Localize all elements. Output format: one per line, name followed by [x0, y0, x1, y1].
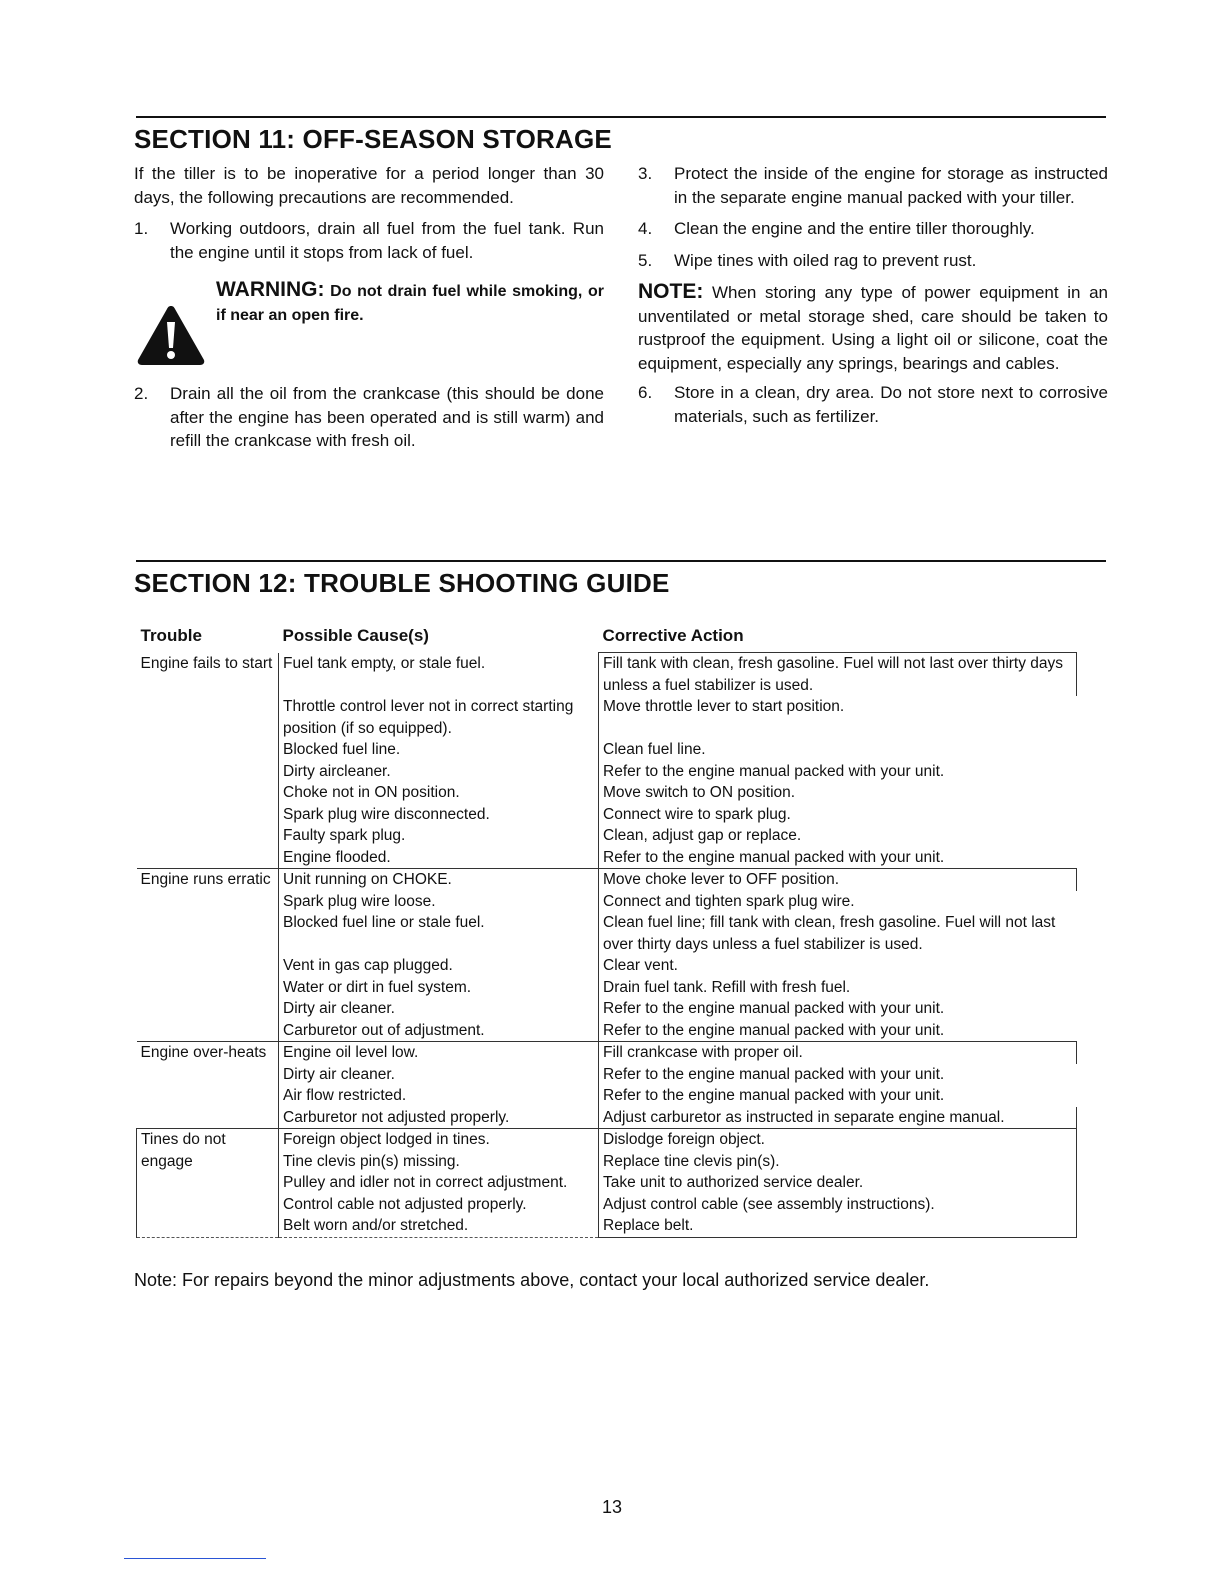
- step-text: Store in a clean, dry area. Do not store next to corrosive materials, such as fertilizer.: [674, 383, 1108, 426]
- possible-cause: Carburetor out of adjustment.: [279, 1020, 599, 1042]
- troubleshooting-table: [136, 618, 1077, 1238]
- possible-cause: Foreign object lodged in tines.: [279, 1129, 599, 1151]
- possible-cause: Unit running on CHOKE.: [279, 869, 599, 891]
- possible-cause: Blocked fuel line.: [279, 739, 599, 761]
- corrective-action: Move throttle lever to start position.: [599, 696, 1077, 739]
- section11-title: SECTION 11: OFF-SEASON STORAGE: [134, 124, 612, 154]
- corrective-action: Refer to the engine manual packed with your unit.: [599, 761, 1077, 783]
- corrective-action: Connect and tighten spark plug wire.: [599, 891, 1077, 913]
- possible-cause: Throttle control lever not in correct starting position (if so equipped).: [279, 696, 599, 739]
- header-possible-causes: Possible Cause(s): [282, 626, 429, 645]
- step-number: 2.: [134, 384, 149, 403]
- note-text: When storing any type of power equipment in an unventilated or metal storage shed, care should be taken to rustproof the equipment. Using a light oil or silicone, coat the equipment, especially any springs, bearings and cables.: [638, 283, 1108, 373]
- warning-text-block: [216, 278, 604, 328]
- possible-cause: Pulley and idler not in correct adjustment.: [279, 1172, 599, 1194]
- possible-cause: Water or dirt in fuel system.: [279, 977, 599, 999]
- possible-cause: Dirty air cleaner.: [279, 1064, 599, 1086]
- corrective-action: Clean fuel line; fill tank with clean, fresh gasoline. Fuel will not last over thirty days unless a fuel stabilizer is used.: [599, 912, 1077, 955]
- section11-top-rule: [136, 116, 1106, 118]
- bottom-divider: [124, 1558, 266, 1559]
- possible-cause: Dirty air cleaner.: [279, 998, 599, 1020]
- trouble-engine-runs-erratic: Engine runs erratic: [137, 869, 279, 1042]
- corrective-action: Refer to the engine manual packed with your unit.: [599, 1085, 1077, 1107]
- storage-step-4: [638, 217, 1108, 241]
- storage-note: [638, 280, 1108, 375]
- possible-cause: Control cable not adjusted properly.: [279, 1194, 599, 1216]
- table-row: [137, 1129, 1077, 1151]
- corrective-action: Adjust carburetor as instructed in separate engine manual.: [599, 1107, 1077, 1129]
- header-corrective-action: Corrective Action: [602, 625, 744, 645]
- step-number: 3.: [638, 164, 653, 183]
- section11-intro: If the tiller is to be inoperative for a period longer than 30 days, the following precautions are recommended.: [134, 164, 604, 207]
- corrective-action: Move switch to ON position.: [599, 782, 1077, 804]
- step-text: Working outdoors, drain all fuel from the fuel tank. Run the engine until it stops from lack of fuel.: [170, 219, 604, 262]
- corrective-action: Take unit to authorized service dealer.: [599, 1172, 1077, 1194]
- corrective-action: Refer to the engine manual packed with your unit.: [599, 1020, 1077, 1042]
- storage-step-2: [134, 382, 604, 453]
- storage-step-3: [638, 162, 1108, 209]
- possible-cause: Spark plug wire loose.: [279, 891, 599, 913]
- possible-cause: Carburetor not adjusted properly.: [279, 1107, 599, 1129]
- note-label: NOTE:: [638, 280, 704, 303]
- table-row: [137, 653, 1077, 697]
- step-text: Protect the inside of the engine for storage as instructed in the separate engine manual packed with your tiller.: [674, 164, 1108, 207]
- possible-cause: Spark plug wire disconnected.: [279, 804, 599, 826]
- corrective-action: Connect wire to spark plug.: [599, 804, 1077, 826]
- table-header-row: [137, 618, 1077, 653]
- possible-cause: Tine clevis pin(s) missing.: [279, 1151, 599, 1173]
- possible-cause: Belt worn and/or stretched.: [279, 1215, 599, 1237]
- trouble-engine-fails-to-start: Engine fails to start: [137, 653, 279, 869]
- corrective-action: Adjust control cable (see assembly instructions).: [599, 1194, 1077, 1216]
- corrective-action: Refer to the engine manual packed with your unit.: [599, 1064, 1077, 1086]
- step-number: 1.: [134, 219, 149, 238]
- warning-triangle-icon: [136, 304, 206, 366]
- corrective-action: Clean fuel line.: [599, 739, 1077, 761]
- step-number: 5.: [638, 250, 653, 270]
- possible-cause: Vent in gas cap plugged.: [279, 955, 599, 977]
- corrective-action: Replace belt.: [599, 1215, 1077, 1237]
- step-number: 4.: [638, 219, 653, 238]
- step-text: Wipe tines with oiled rag to prevent rust.: [674, 250, 977, 270]
- possible-cause: Faulty spark plug.: [279, 825, 599, 847]
- table-row: [137, 869, 1077, 891]
- warning-block: [134, 278, 604, 382]
- section12-title: SECTION 12: TROUBLE SHOOTING GUIDE: [134, 568, 670, 598]
- storage-step-5: [638, 249, 1108, 273]
- corrective-action: Fill crankcase with proper oil.: [599, 1042, 1077, 1064]
- header-trouble: Trouble: [140, 626, 202, 645]
- corrective-action: Clear vent.: [599, 955, 1077, 977]
- trouble-engine-overheats: Engine over-heats: [137, 1042, 279, 1129]
- section11-left-column: [134, 162, 604, 453]
- section11-right-column: [638, 162, 1108, 428]
- step-text: Clean the engine and the entire tiller thoroughly.: [674, 219, 1035, 238]
- page-number: 13: [601, 1497, 623, 1517]
- corrective-action: Refer to the engine manual packed with your unit.: [599, 998, 1077, 1020]
- storage-step-1: [134, 217, 604, 264]
- corrective-action: Drain fuel tank. Refill with fresh fuel.: [599, 977, 1077, 999]
- corrective-action: Move choke lever to OFF position.: [599, 869, 1077, 891]
- possible-cause: Fuel tank empty, or stale fuel.: [279, 653, 599, 697]
- corrective-action: Fill tank with clean, fresh gasoline. Fuel will not last over thirty days unless a fuel stabilizer is used.: [599, 653, 1077, 697]
- possible-cause: Dirty aircleaner.: [279, 761, 599, 783]
- possible-cause: Choke not in ON position.: [279, 782, 599, 804]
- corrective-action: Dislodge foreign object.: [599, 1129, 1077, 1151]
- step-number: 6.: [638, 383, 653, 402]
- storage-step-6: [638, 381, 1108, 428]
- warning-label: WARNING:: [216, 278, 325, 301]
- corrective-action: Clean, adjust gap or replace.: [599, 825, 1077, 847]
- trouble-tines-do-not-engage: Tines do not engage: [137, 1129, 279, 1238]
- corrective-action: Refer to the engine manual packed with your unit.: [599, 847, 1077, 869]
- possible-cause: Engine oil level low.: [279, 1042, 599, 1064]
- table-row: [137, 1042, 1077, 1064]
- repairs-footnote: Note: For repairs beyond the minor adjustments above, contact your local authorized service dealer.: [134, 1270, 930, 1290]
- section12-top-rule: [136, 560, 1106, 562]
- step-text: Drain all the oil from the crankcase (this should be done after the engine has been operated and is still warm) and refill the crankcase with fresh oil.: [170, 384, 604, 450]
- possible-cause: Engine flooded.: [279, 847, 599, 869]
- possible-cause: Air flow restricted.: [279, 1085, 599, 1107]
- warning-text: Do not drain fuel while smoking, or if near an open fire.: [216, 283, 604, 324]
- possible-cause: Blocked fuel line or stale fuel.: [279, 912, 599, 955]
- corrective-action: Replace tine clevis pin(s).: [599, 1151, 1077, 1173]
